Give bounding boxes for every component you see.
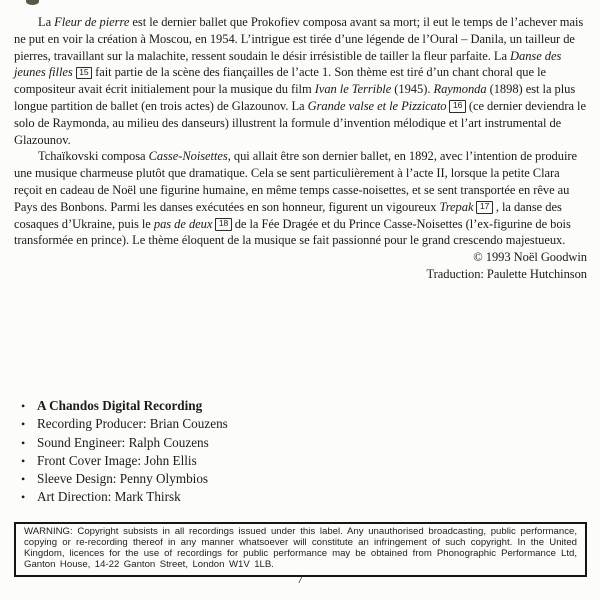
paragraph-fleur-de-pierre: La Fleur de pierre est le dernier ballet que Prokofiev composa avant sa mort; il eut le temps de l’achever mais ne put en voir la création à Moscou, en 1954. L’intrigue est tirée d’une légende de l’Oural – Danila, un tailleur de pierres, travaillant sur la malachite, ressent soudain le désir irrésistible de tailler la fleur parfaite. La Danse des jeunes filles 15 fait partie de la scène des fiançailles de l’acte 1. Son thème est tiré d’un chant choral que le compositeur avait écrit initialement pour la musique du film Ivan le Terrible (1945). Raymonda (1898) est la plus longue partition de ballet (en trois actes) de Glazounov. La Grande valse et le Pizzicato 16 (ce dernier deviendra le solo de Raymonda, au milieu des danseurs) illustrent la formule d’invention mélodique et l’art instrumental de Glazounov. (14, 15, 586, 147)
translation-credit-line: Traduction: Paulette Hutchinson (426, 266, 587, 281)
credit-text: Front Cover Image: John Ellis (37, 452, 197, 468)
track-number-box: 16 (449, 100, 465, 113)
credits-list (21, 397, 228, 507)
italic-title: Raymonda (433, 82, 487, 97)
warning-text: WARNING: Copyright subsists in all recordings issued under this label. Any unauthorised broadcasting, public performance, copying or re-recording thereof in any manner whatsoever will constitute an infringement of such copyright. In the United Kingdom, licences for the use of recordings for public performance may be obtained from Phonographic Performance Ltd, Ganton House, 14-22 Ganton Street, London W1V 1LB. (24, 526, 577, 570)
paragraph-casse-noisettes: Tchaïkovski composa Casse-Noisettes, qui allait être son dernier ballet, en 1892, avec l’intention de produire une musique charmeuse plutôt que dramatique. Cela se sent particulièrement à l’acte II, lorsque la petite Clara reçoit en cadeau de Noël une figurine humaine, en même temps casse-noisettes, et se sent transportée en rêve au Pays des Bonbons. Parmi les danses exécutées en son honneur, figurent un vigoureux Trepak 17 , la danse des cosaques d’Ukraine, puis le pas de deux 18 de la Fée Dragée et du Prince Casse-Noisettes (l’ex-figurine de bois transformée en prince). Le thème éloquent de la musique se fait passionné pour le grand crescendo majestueux. (14, 149, 577, 248)
bullet-icon: • (21, 435, 26, 450)
bullet-icon: • (21, 417, 26, 432)
bullet-icon: • (21, 399, 26, 413)
credit-text: Art Direction: Mark Thirsk (37, 489, 181, 505)
copyright-block (14, 249, 587, 283)
list-item (21, 452, 228, 470)
credit-text: Sound Engineer: Ralph Couzens (37, 434, 209, 450)
bullet-icon: • (21, 472, 26, 487)
credit-text: Recording Producer: Brian Couzens (37, 416, 228, 432)
italic-title: Trepak (439, 199, 474, 214)
liner-notes-article (14, 14, 587, 283)
scan-artifact (26, 0, 39, 5)
italic-title: Ivan le Terrible (314, 82, 392, 97)
italic-title: Casse-Noisettes (148, 149, 228, 164)
bullet-icon: • (21, 490, 26, 505)
list-item (21, 488, 228, 506)
copyright-line: © 1993 Noël Goodwin (473, 250, 587, 265)
list-item (21, 470, 228, 488)
track-number-box: 17 (476, 201, 492, 214)
track-number-box: 15 (76, 67, 92, 80)
italic-title: pas de deux (153, 216, 213, 231)
italic-title: Danse des jeunes filles (14, 48, 562, 80)
list-item (21, 415, 228, 433)
page-number: 7 (297, 574, 303, 586)
list-item (21, 434, 228, 452)
credit-text: A Chandos Digital Recording (37, 398, 203, 413)
bullet-icon: • (21, 453, 26, 468)
italic-title: Fleur de pierre (54, 15, 130, 29)
credit-text: Sleeve Design: Penny Olymbios (37, 471, 209, 487)
copyright-warning-box (14, 522, 587, 577)
italic-title: Grande valse et le Pizzicato (307, 98, 447, 113)
track-number-box: 18 (215, 218, 231, 231)
list-item (21, 397, 228, 415)
